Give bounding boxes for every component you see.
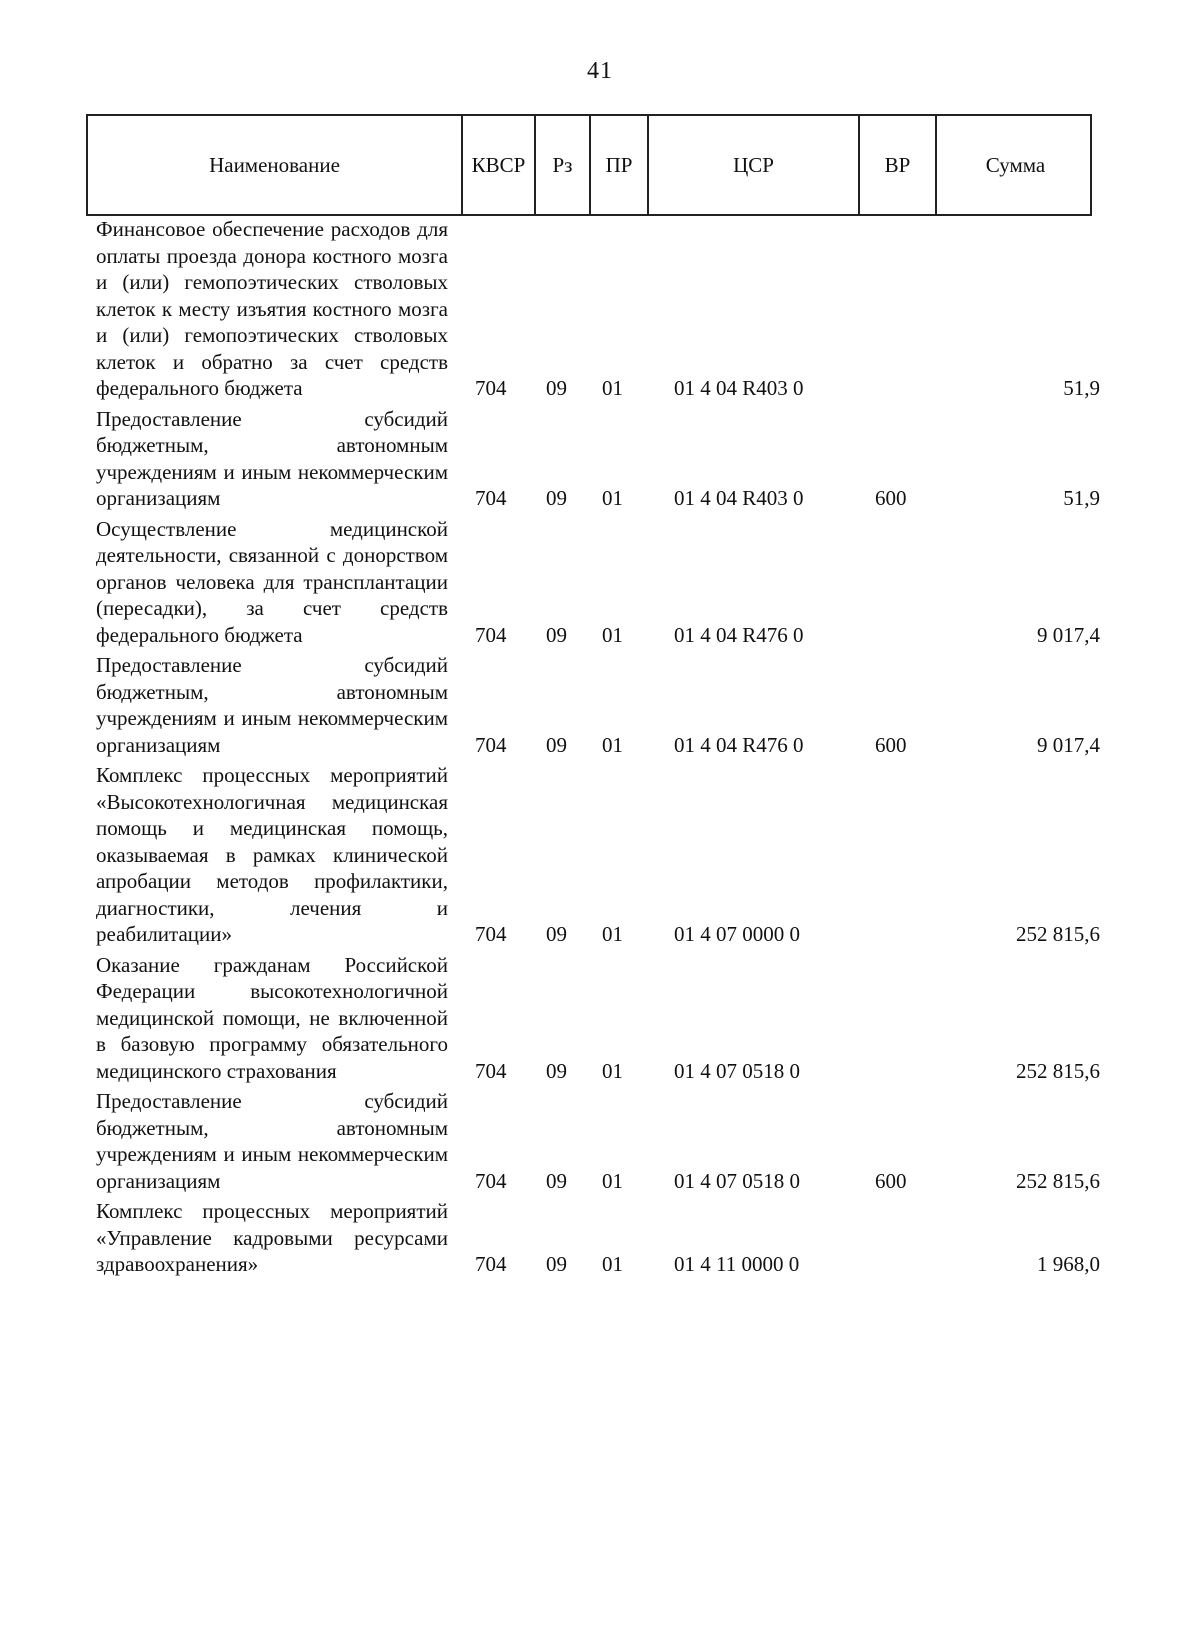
row-kvsr: 704 (475, 376, 507, 400)
table-row (0, 762, 1200, 948)
row-sum: 9 017,4 (1037, 622, 1100, 647)
row-sum: 9 017,4 (1037, 732, 1100, 757)
row-name: Оказание гражданам Российской Федерации высокотехнологичной медицинской помощи, не включенной в базовую программу обязательного медицинского страхования (96, 952, 448, 1083)
row-sum: 1 968,0 (1037, 1252, 1100, 1276)
table-row (0, 952, 1200, 1085)
row-vr: 600 (875, 1168, 907, 1193)
row-csr: 01 4 07 0518 0 (674, 1058, 800, 1083)
header-vr: ВР (860, 116, 937, 214)
row-kvsr: 704 (475, 1252, 507, 1276)
row-name: Предоставление субсидий бюджетным, автономным учреждениям и иным некоммерческим организациям (96, 653, 448, 757)
row-rz: 09 (546, 486, 567, 510)
table-row (0, 216, 1200, 402)
row-pr: 01 (602, 1168, 623, 1193)
row-kvsr: 704 (475, 486, 507, 510)
header-rz: Рз (536, 116, 591, 214)
header-pr: ПР (591, 116, 649, 214)
table-body (0, 216, 1200, 1282)
row-kvsr: 704 (475, 732, 507, 757)
row-csr: 01 4 11 0000 0 (674, 1252, 800, 1276)
table-row (0, 406, 1200, 512)
row-csr: 01 4 04 R476 0 (674, 732, 804, 757)
row-pr: 01 (602, 486, 623, 510)
row-csr: 01 4 07 0000 0 (674, 922, 800, 946)
row-sum: 252 815,6 (1016, 922, 1100, 946)
row-rz: 09 (546, 622, 567, 647)
row-rz: 09 (546, 922, 567, 946)
row-sum: 51,9 (1063, 486, 1100, 510)
row-sum: 51,9 (1063, 376, 1100, 400)
row-vr: 600 (875, 486, 907, 510)
row-pr: 01 (602, 732, 623, 757)
header-csr: ЦСР (649, 116, 860, 214)
row-name: Предоставление субсидий бюджетным, автономным учреждениям и иным некоммерческим организациям (96, 1089, 448, 1193)
table-row (0, 652, 1200, 758)
row-pr: 01 (602, 376, 623, 400)
header-name: Наименование (88, 116, 463, 214)
row-pr: 01 (602, 1058, 623, 1083)
row-sum: 252 815,6 (1016, 1168, 1100, 1193)
table-header (86, 114, 1092, 216)
header-kvsr: КВСР (463, 116, 536, 214)
row-csr: 01 4 04 R476 0 (674, 622, 804, 647)
page-number: 41 (587, 58, 613, 84)
row-pr: 01 (602, 1252, 623, 1276)
row-name: Комплекс процессных мероприятий «Управление кадровыми ресурсами здравоохранения» (96, 1199, 448, 1276)
row-kvsr: 704 (475, 922, 507, 946)
row-rz: 09 (546, 1252, 567, 1276)
row-kvsr: 704 (475, 622, 507, 647)
row-rz: 09 (546, 732, 567, 757)
table-row (0, 1198, 1200, 1278)
row-rz: 09 (546, 1058, 567, 1083)
row-name: Комплекс процессных мероприятий «Высокотехнологичная медицинская помощь и медицинская помощь, оказываемая в рамках клинической апробации методов профилактики, диагностики, лечения и реабилитации» (96, 763, 448, 946)
row-pr: 01 (602, 622, 623, 647)
row-kvsr: 704 (475, 1168, 507, 1193)
table-row (0, 516, 1200, 649)
row-csr: 01 4 04 R403 0 (674, 486, 804, 510)
header-sum: Сумма (985, 152, 1046, 177)
row-sum: 252 815,6 (1016, 1058, 1100, 1083)
row-rz: 09 (546, 376, 567, 400)
row-pr: 01 (602, 922, 623, 946)
row-rz: 09 (546, 1168, 567, 1193)
row-name: Финансовое обеспечение расходов для оплаты проезда донора костного мозга и (или) гемопоэтических стволовых клеток к месту изъятия костного мозга и (или) гемопоэтических стволовых клеток и обратно за счет средств федерального бюджета (96, 217, 448, 400)
row-csr: 01 4 07 0518 0 (674, 1168, 800, 1193)
row-csr: 01 4 04 R403 0 (674, 376, 804, 400)
row-vr: 600 (875, 732, 907, 757)
row-name: Осуществление медицинской деятельности, связанной с донорством органов человека для трансплантации (пересадки), за счет средств федерального бюджета (96, 516, 448, 647)
row-name: Предоставление субсидий бюджетным, автономным учреждениям и иным некоммерческим организациям (96, 406, 448, 510)
row-kvsr: 704 (475, 1058, 507, 1083)
table-row (0, 1088, 1200, 1194)
